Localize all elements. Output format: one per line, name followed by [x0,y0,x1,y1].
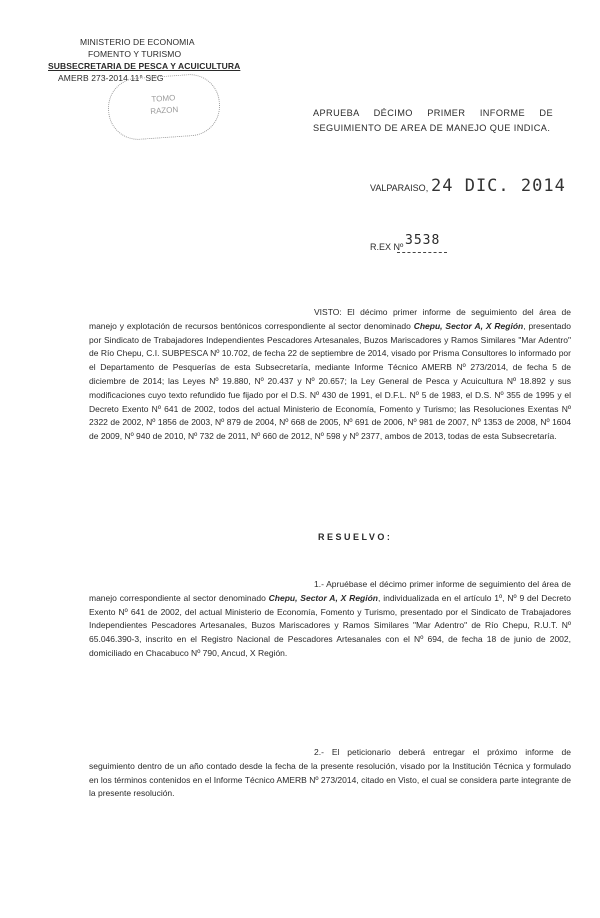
visto-paragraph [89,306,571,444]
header-ministry: MINISTERIO DE ECONOMIA [80,37,195,47]
date-city: VALPARAISO, [370,183,429,193]
resolution-article-1 [89,578,571,661]
stamp-line-2: RAZON [149,105,179,116]
header-subsecretaria: SUBSECRETARIA DE PESCA Y ACUICULTURA [48,61,241,71]
received-stamp [106,72,222,142]
date-stamp: 24 DIC. 2014 [431,176,566,196]
visto-text-2: , presentado por Sindicato de Trabajadores Independientes Pescadores Artesanales, Buzos Mariscadores y Ramos Similares "Mar Adentro" de Río Chepu, C.I. SUBPESCA Nº 10.702, de fecha 22 de septiembre de 2014, visado por Prisma Consultores lo informado por el Departamento de Pesquerías de esta Subsecretaría, mediante Informe Técnico AMERB Nº 273/2014, de fecha 5 de diciembre de 2014; las Leyes Nº 19.880, Nº 20.437 y Nº 20.657; la Ley General de Pesca y Acuicultura Nº 18.892 y sus modificaciones cuyo texto refundido fue fijado por el D.S. Nº 430 de 1991, el D.F.L. Nº 5 de 1983, el D.S. Nº 355 de 1995 y el Decreto Exento Nº 641 de 2002, todos del actual Ministerio de Economía, Fomento y Turismo; las Resoluciones Exentas Nº 2322 de 2002, Nº 1856 de 2003, Nº 879 de 2004, Nº 668 de 2005, Nº 691 de 2006, Nº 981 de 2007, Nº 1353 de 2008, Nº 1604 de 2009, Nº 940 de 2010, Nº 732 de 2011, Nº 660 de 2012, Nº 598 y Nº 2377, ambos de 2013, todas de esta Subsecretaría. [89,320,571,442]
resolution-number-line [397,252,447,253]
resolution-number: 3538 [405,233,441,248]
resolution-label: R.EX Nº [370,242,404,252]
article-1-text-2: , individualizada en el artículo 1º, Nº 9 del Decreto Exento Nº 641 de 2002, del actual Ministerio de Economía, Fomento y Turismo, presentado por el Sindicato de Trabajadores Independientes Pescadores Artesanales, Buzos Mariscadores y Ramos Similares "Mar Adentro" de Río Chepu, R.U.T. Nº 65.046.390-3, inscrito en el Registro Nacional de Pescadores Artesanales con el Nº 694, de fecha 18 de junio de 2002, domiciliado en Chacabuco Nº 790, Ancud, X Región. [89,592,571,658]
visto-text-1: VISTO: El décimo primer informe de seguimiento del área de manejo y explotación de recursos bentónicos correspondiente al sector denominado [89,307,571,331]
article-1-text-1: 1.- Apruébase el décimo primer informe de seguimiento del área de manejo correspondiente al sector denominado [89,579,571,603]
resuelvo-heading: RESUELVO: [318,532,393,542]
header-reference: AMERB 273-2014 11° SEG [58,73,164,83]
stamp-line-1: TOMO [151,93,176,104]
header-ministry-sub: FOMENTO Y TURISMO [88,49,182,59]
article-1-sector: Chepu, Sector A, X Región [268,592,378,603]
document-title: APRUEBA DÉCIMO PRIMER INFORME DE SEGUIMIENTO DE AREA DE MANEJO QUE INDICA. [313,108,553,133]
resolution-article-2: 2.- El peticionario deberá entregar el próximo informe de seguimiento dentro de un año contado desde la fecha de la presente resolución, visado por la Institución Técnica y formulado en los términos contenidos en el Informe Técnico AMERB Nº 273/2014, citado en Visto, el cual se considera parte integrante de la presente resolución. [89,747,571,799]
visto-sector: Chepu, Sector A, X Región [413,320,524,331]
